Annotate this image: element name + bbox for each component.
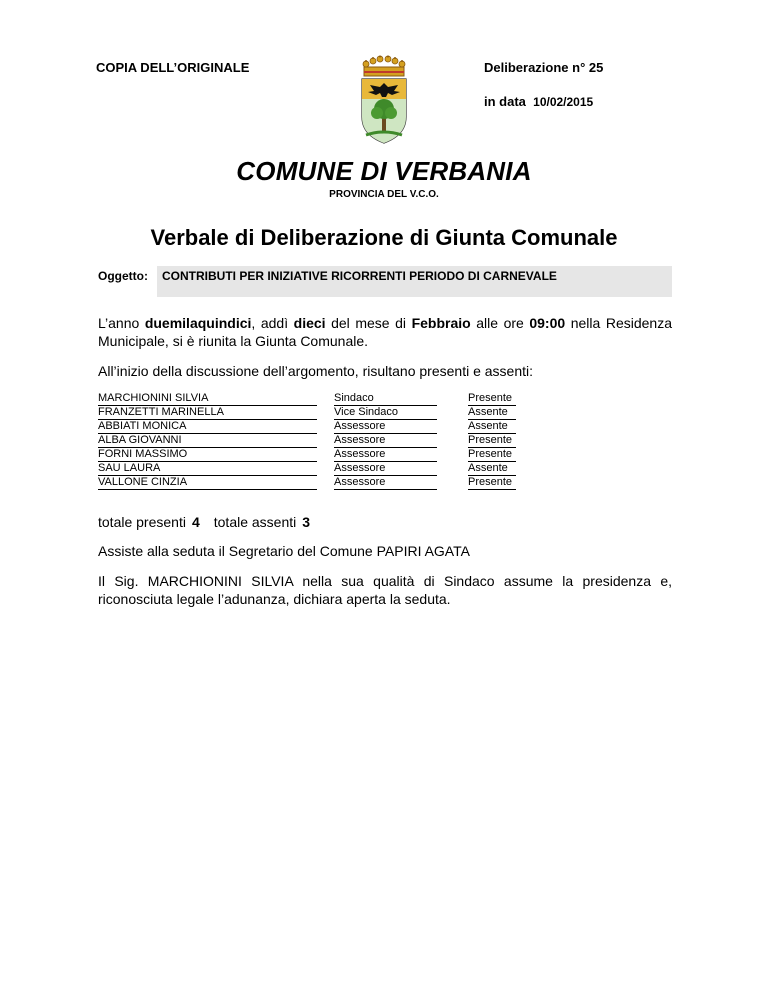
member-role: Sindaco <box>334 392 437 406</box>
member-status: Presente <box>468 448 516 462</box>
member-role: Assessore <box>334 434 437 448</box>
intro-text: , addì <box>251 315 294 331</box>
member-row <box>98 420 516 434</box>
member-row <box>98 406 516 420</box>
member-name: SAU LAURA <box>98 462 317 476</box>
spacer <box>437 448 468 462</box>
member-name: FRANZETTI MARINELLA <box>98 406 317 420</box>
spacer <box>317 420 334 434</box>
member-status: Assente <box>468 462 516 476</box>
intro-year: duemilaquindici <box>144 315 252 331</box>
member-name: MARCHIONINI SILVIA <box>98 392 317 406</box>
member-status: Assente <box>468 420 516 434</box>
spacer <box>437 392 468 406</box>
spacer <box>317 448 334 462</box>
member-status: Presente <box>468 392 516 406</box>
spacer <box>317 392 334 406</box>
spacer <box>437 434 468 448</box>
delibera-date <box>484 94 593 109</box>
intro-day: dieci <box>293 315 326 331</box>
province-subtitle: PROVINCIA DEL V.C.O. <box>329 189 439 200</box>
member-status: Presente <box>468 434 516 448</box>
spacer <box>437 420 468 434</box>
municipality-title: COMUNE DI VERBANIA <box>236 156 532 186</box>
date-value: 10/02/2015 <box>533 95 594 109</box>
member-role: Vice Sindaco <box>334 406 437 420</box>
member-name: ABBIATI MONICA <box>98 420 317 434</box>
member-row <box>98 476 516 490</box>
member-row <box>98 434 516 448</box>
intro-text: del mese di <box>325 315 412 331</box>
member-row <box>98 462 516 476</box>
delibera-number: Deliberazione n° 25 <box>484 60 604 75</box>
spacer <box>317 462 334 476</box>
member-role: Assessore <box>334 476 437 490</box>
spacer <box>437 406 468 420</box>
spacer <box>317 434 334 448</box>
presidency-paragraph: Il Sig. MARCHIONINI SILVIA nella sua qualità di Sindaco assume la presidenza e, riconosciuta legale l’adunanza, dichiara aperta la seduta. <box>98 573 672 607</box>
subject-label: Oggetto: <box>98 269 148 283</box>
subject-text: CONTRIBUTI PER INIZIATIVE RICORRENTI PERIODO DI CARNEVALE <box>162 269 557 283</box>
member-status: Presente <box>468 476 516 490</box>
member-row <box>98 392 516 406</box>
absent-total-label: totale assenti <box>213 514 297 530</box>
session-intro-paragraph <box>98 314 672 350</box>
member-name: ALBA GIOVANNI <box>98 434 317 448</box>
intro-text: nella Residenza Municipale, si è riunita la Giunta Comunale. <box>98 315 672 349</box>
spacer <box>317 406 334 420</box>
member-name: FORNI MASSIMO <box>98 448 317 462</box>
present-total-value: 4 <box>191 514 200 530</box>
attendance-table <box>98 392 516 490</box>
member-role: Assessore <box>334 420 437 434</box>
coat-of-arms-icon <box>358 55 410 145</box>
member-role: Assessore <box>334 462 437 476</box>
intro-month: Febbraio <box>411 315 471 331</box>
absent-total-value: 3 <box>302 514 311 530</box>
intro-time: 09:00 <box>529 315 566 331</box>
totals-line <box>98 514 324 530</box>
member-row <box>98 448 516 462</box>
intro-text: L’anno <box>98 315 145 331</box>
member-role: Assessore <box>334 448 437 462</box>
presence-intro: All’inizio della discussione dell’argomento, risultano presenti e assenti: <box>98 363 534 379</box>
member-status: Assente <box>468 406 516 420</box>
intro-text: alle ore <box>470 315 530 331</box>
spacer <box>437 476 468 490</box>
spacer <box>317 476 334 490</box>
secretary-line: Assiste alla seduta il Segretario del Comune PAPIRI AGATA <box>98 543 470 559</box>
present-total-label: totale presenti <box>98 514 186 530</box>
member-name: VALLONE CINZIA <box>98 476 317 490</box>
spacer <box>437 462 468 476</box>
document-title: Verbale di Deliberazione di Giunta Comunale <box>150 225 618 250</box>
copy-label: COPIA DELL’ORIGINALE <box>96 60 250 75</box>
date-prefix: in data <box>484 94 526 109</box>
